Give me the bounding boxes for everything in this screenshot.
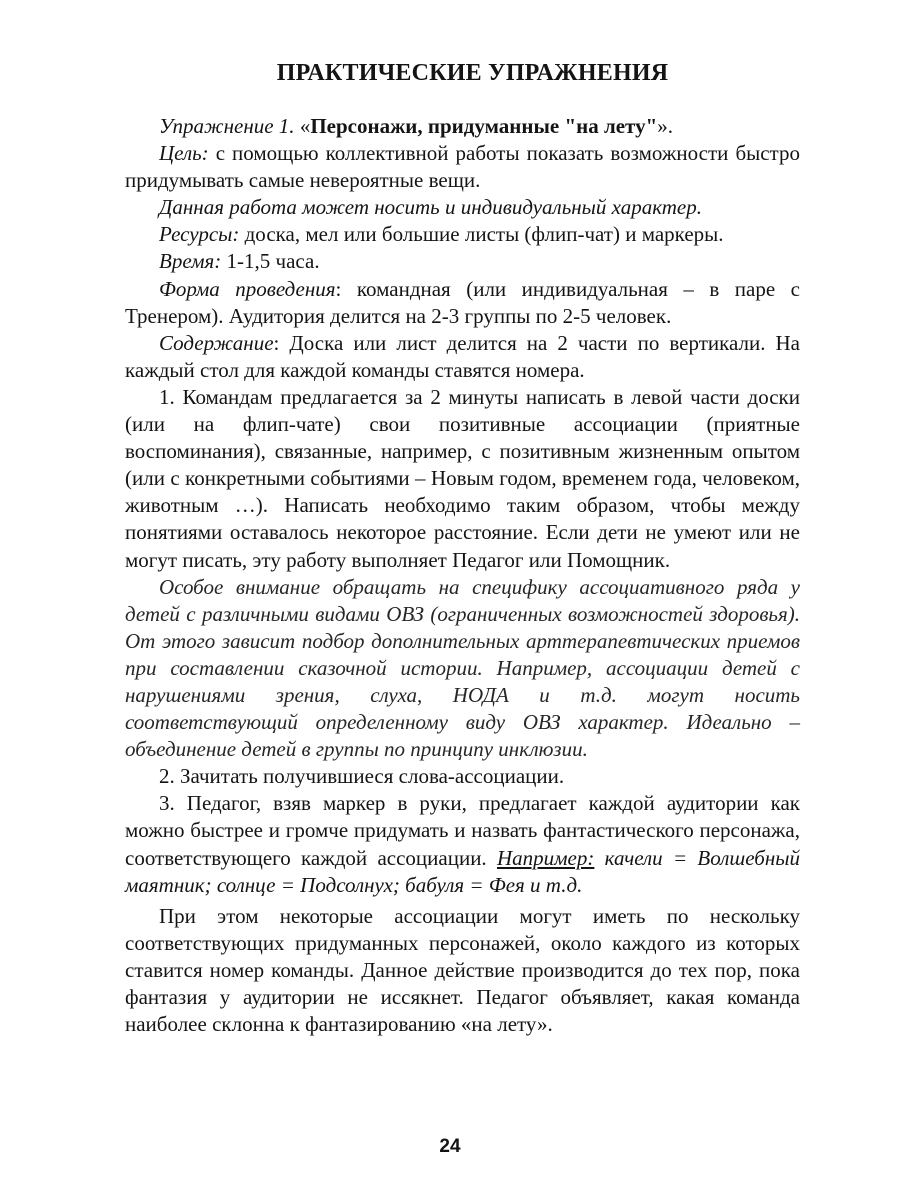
special-note: Особое внимание обращать на специфику ассоциативного ряда у детей с различными видами ОВЗ (ограниченных возможностей здоровья). От этого зависит подбор дополнительных арттерапевтических приемов при составлении сказочной истории. Например, ассоциации детей с нарушениями зрения, слуха, НОДА и т.д. могут носить соответствующий определенному виду ОВЗ характер. Идеально – объединение детей в группы по принципу инклюзии.: [125, 574, 800, 762]
resources-label: Ресурсы:: [159, 222, 240, 247]
page-number: 24: [439, 1136, 461, 1157]
time-label: Время:: [159, 249, 222, 274]
step-1: 1. Командам предлагается за 2 минуты написать в левой части доски (или на флип-чате) свои позитивные ассоциации (приятные воспоминания), связанные, например, с позитивным жизненным опытом (или с конкретными событиями – Новым годом, временем года, человеком, животным …). Написать необходимо таким образом, чтобы между понятиями оставалось некоторое расстояние. Если дети не умеют или не могут писать, эту работу выполняет Педагог или Помощник.: [125, 384, 800, 572]
resources-text: доска, мел или большие листы (флип-чат) и маркеры.: [239, 222, 724, 247]
goal-paragraph: [125, 140, 800, 194]
content-text: : Доска или лист делится на 2 части по вертикали. На каждый стол для каждой команды ставятся номера.: [125, 330, 800, 382]
time-paragraph: [125, 248, 800, 275]
goal-label: Цель:: [159, 141, 209, 166]
quote-close: ».: [657, 114, 674, 138]
step-3: [125, 790, 800, 898]
exercise-name: Персонажи, придуманные "на лету": [310, 114, 658, 138]
quote-open: «: [294, 114, 311, 138]
individual-note: Данная работа может носить и индивидуальный характер.: [159, 195, 702, 220]
content-paragraph: [125, 330, 800, 384]
goal-text: с помощью коллективной работы показать возможности быстро придумывать самые невероятные вещи.: [125, 141, 800, 193]
content-label: Содержание: [159, 330, 274, 355]
page-title: ПРАКТИЧЕСКИЕ УПРАЖНЕНИЯ: [276, 60, 669, 86]
form-label: Форма проведения: [159, 276, 336, 301]
step-3-text: 3. Педагог, взяв маркер в руки, предлагает каждой аудитории как можно быстрее и громче придумать и назвать фантастического персонажа, соответствующего каждой ассоциации.: [125, 791, 800, 870]
time-text: 1-1,5 часа.: [221, 249, 320, 274]
exercise-label: Упражнение 1.: [159, 114, 295, 138]
page-content: [125, 60, 800, 1038]
form-paragraph: [125, 276, 800, 330]
example-text: качели = Волшебный маятник; солнце = Подсолнух; бабуля = Фея и т.д.: [125, 845, 800, 897]
final-paragraph: При этом некоторые ассоциации могут иметь по нескольку соответствующих придуманных персонажей, около каждого из которых ставится номер команды. Данное действие производится до тех пор, пока фантазия у аудитории не иссякнет. Педагог объявляет, какая команда наиболее склонна к фантазированию «на лету».: [125, 903, 800, 1037]
form-text: : командная (или индивидуальная – в паре с Тренером). Аудитория делится на 2-3 группы по 2-5 человек.: [125, 276, 800, 328]
example-label: Например:: [496, 845, 595, 870]
exercise-heading: [125, 113, 800, 140]
resources-paragraph: [125, 221, 800, 248]
step-2: 2. Зачитать получившиеся слова-ассоциации.: [159, 764, 565, 789]
